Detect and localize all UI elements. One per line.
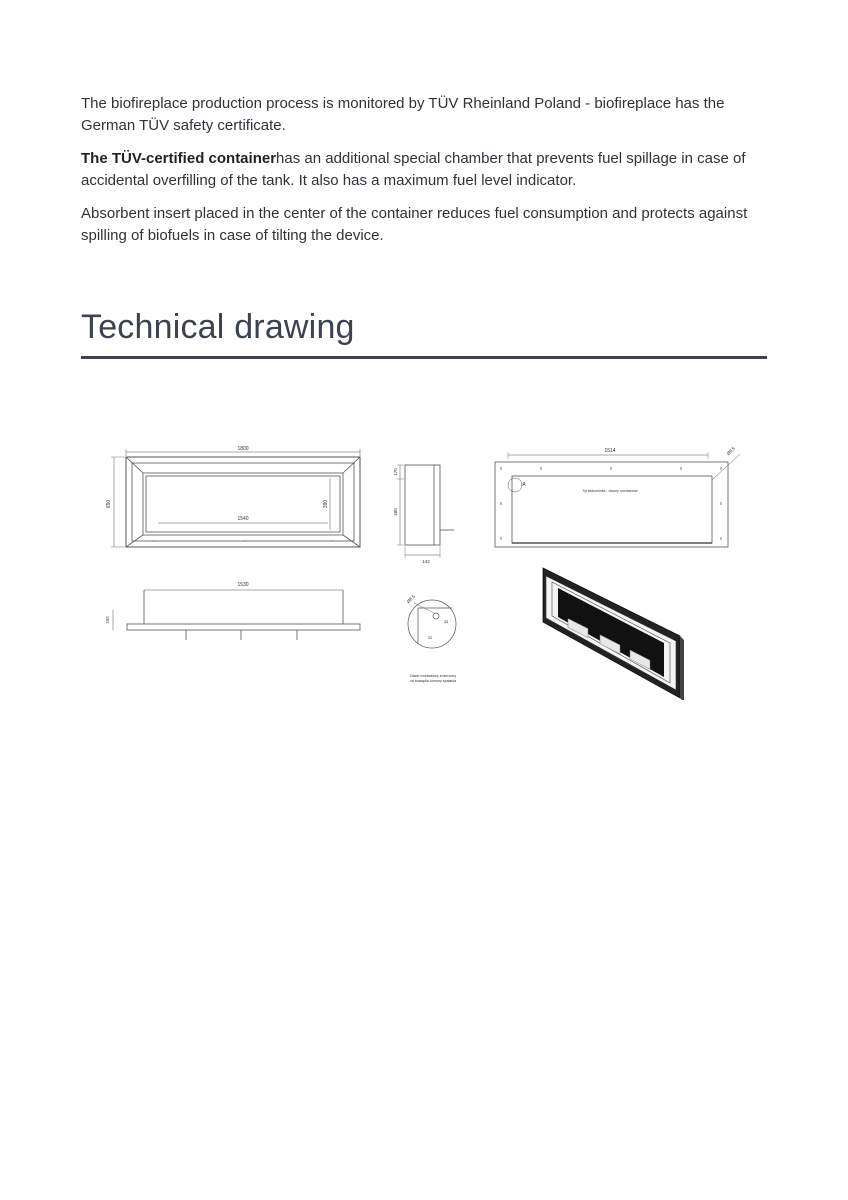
back-hole-label: Ø8,5 — [725, 445, 737, 457]
insert-paragraph: Absorbent insert placed in the center of the container reduces fuel consumption and protects against spilling of biofuels in case of tilting the device. — [81, 205, 748, 244]
perspective-view — [543, 568, 684, 700]
side-top-label: 170 — [393, 468, 398, 476]
title-underline — [81, 356, 767, 359]
detail-dim-b: 32 — [427, 635, 433, 640]
opening-width-label: 1540 — [237, 516, 249, 522]
bottom-height-label: 102 — [105, 616, 110, 624]
back-view — [495, 452, 740, 547]
detail-view — [408, 600, 456, 648]
front-view — [111, 449, 360, 547]
container-paragraph-bold: The TÜV-certified container — [81, 150, 277, 167]
back-marker: A — [522, 482, 526, 488]
bottom-width-label: 1530 — [237, 582, 249, 588]
front-width-label: 1800 — [237, 446, 249, 452]
detail-caption-line-2: od krawędzi komory spalania — [409, 679, 457, 683]
container-paragraph-text: has an additional special chamber that prevents fuel spillage in case of accidental overfilling of the tank. It also has a maximum fuel level indicator. — [81, 150, 746, 189]
detail-hole-label: Ø8,5 — [405, 593, 417, 605]
bottom-view — [113, 590, 360, 640]
detail-caption-line-1: Otwór montażowy zmierzony — [409, 674, 457, 678]
back-caption: Tył biokominka - otwory montażowe — [582, 489, 638, 493]
opening-height-label: 390 — [323, 499, 329, 509]
side-depth-label: 142 — [422, 559, 430, 564]
container-paragraph — [81, 148, 771, 192]
detail-dim-a: 33 — [443, 619, 449, 624]
side-view — [397, 465, 454, 558]
technical-drawing — [100, 440, 760, 700]
side-height-label: 480 — [393, 508, 398, 516]
front-height-label: 650 — [106, 499, 112, 509]
back-width-label: 1514 — [604, 448, 616, 454]
intro-paragraph: The biofireplace production process is monitored by TÜV Rheinland Poland - biofireplace has the German TÜV safety certificate. — [81, 95, 725, 134]
section-title: Technical drawing — [81, 308, 355, 346]
